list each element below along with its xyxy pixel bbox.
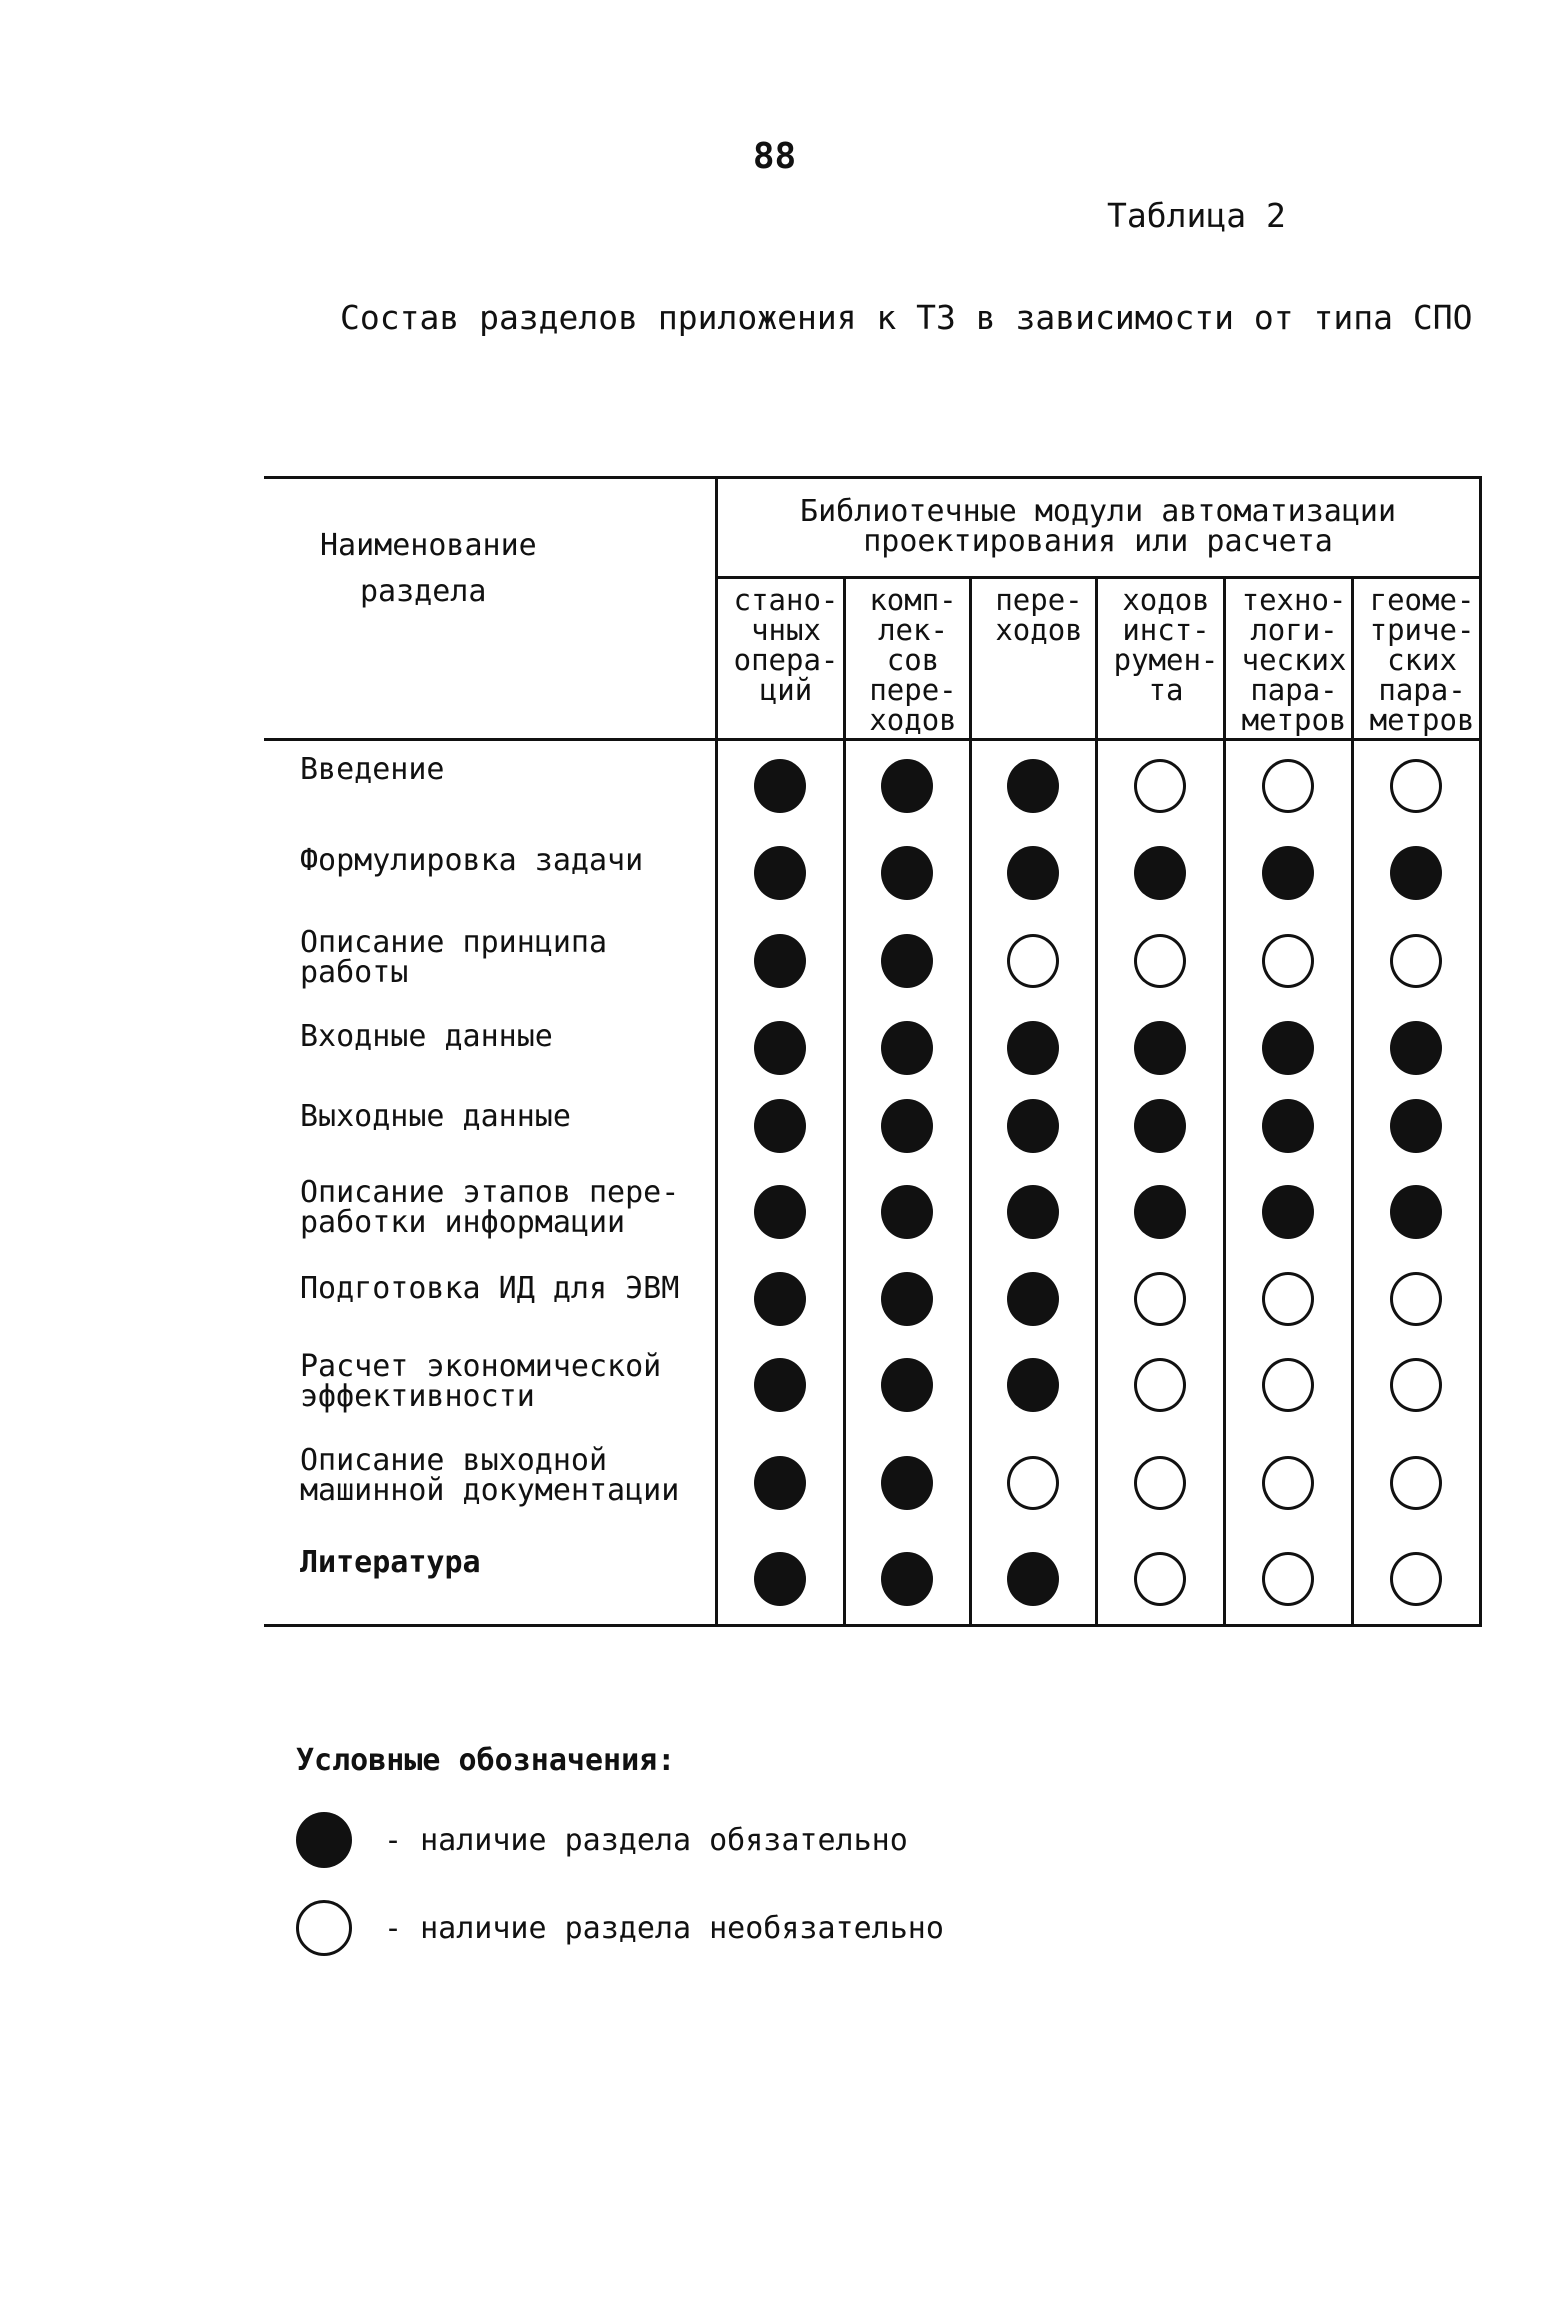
filled-circle-icon xyxy=(754,1021,806,1075)
filled-circle-icon xyxy=(1134,1099,1186,1153)
filled-circle-icon xyxy=(296,1812,352,1868)
mark-cell xyxy=(1096,1338,1224,1432)
table-label: Таблица 2 xyxy=(1107,196,1286,235)
mark-cell xyxy=(970,1432,1096,1534)
table-row xyxy=(264,1432,1480,1534)
header-name-line2: раздела xyxy=(360,573,487,609)
filled-circle-icon xyxy=(1007,846,1059,900)
empty-circle-icon xyxy=(1134,1456,1186,1510)
mark-cell xyxy=(1352,1534,1480,1626)
table-row xyxy=(264,740,1480,832)
filled-circle-icon xyxy=(754,934,806,988)
mark-cell xyxy=(1096,832,1224,914)
mark-cell xyxy=(1096,1260,1224,1338)
mark-cell xyxy=(844,1432,970,1534)
empty-circle-icon xyxy=(1390,1358,1442,1412)
mark-cell xyxy=(1352,832,1480,914)
mark-cell xyxy=(1096,1088,1224,1164)
legend-filled-text: - наличие раздела обязательно xyxy=(384,1822,908,1858)
mark-cell xyxy=(1096,1008,1224,1088)
filled-circle-icon xyxy=(881,934,933,988)
mark-cell xyxy=(844,1008,970,1088)
mark-cell xyxy=(1224,914,1352,1008)
mark-cell xyxy=(970,1260,1096,1338)
legend-title: Условные обозначения: xyxy=(296,1743,676,1778)
mark-cell xyxy=(716,914,844,1008)
filled-circle-icon xyxy=(881,1358,933,1412)
filled-circle-icon xyxy=(1390,1185,1442,1239)
filled-circle-icon xyxy=(1390,1021,1442,1075)
mark-cell xyxy=(1096,1432,1224,1534)
empty-circle-icon xyxy=(1134,1358,1186,1412)
mark-cell xyxy=(1352,1260,1480,1338)
header-col-1: стано- чных опера- ций xyxy=(716,578,844,740)
empty-circle-icon xyxy=(1134,1552,1186,1606)
mark-cell xyxy=(1224,1008,1352,1088)
mark-cell xyxy=(1096,1534,1224,1626)
filled-circle-icon xyxy=(1262,1021,1314,1075)
filled-circle-icon xyxy=(881,1021,933,1075)
header-group-text: Библиотечные модули автоматизации проектирования или расчета xyxy=(800,494,1397,559)
mark-cell xyxy=(716,1164,844,1260)
filled-circle-icon xyxy=(1007,1185,1059,1239)
mark-cell xyxy=(970,1088,1096,1164)
filled-circle-icon xyxy=(754,1358,806,1412)
filled-circle-icon xyxy=(881,759,933,813)
mark-cell xyxy=(1352,1164,1480,1260)
mark-cell xyxy=(1224,1338,1352,1432)
header-col-2: комп- лек- сов пере- ходов xyxy=(844,578,970,740)
mark-cell xyxy=(1224,740,1352,832)
filled-circle-icon xyxy=(1007,1552,1059,1606)
mark-cell xyxy=(1352,1088,1480,1164)
table-title: Состав разделов приложения к ТЗ в зависимости от типа СПО xyxy=(340,298,1473,337)
mark-cell xyxy=(1224,1260,1352,1338)
row-section-name: Расчет экономической эффективности xyxy=(264,1338,716,1432)
empty-circle-icon xyxy=(1007,1456,1059,1510)
mark-cell xyxy=(1224,1088,1352,1164)
mark-cell xyxy=(844,1088,970,1164)
row-section-name: Подготовка ИД для ЭВМ xyxy=(264,1260,716,1338)
filled-circle-icon xyxy=(881,1185,933,1239)
header-section-name xyxy=(264,478,716,740)
filled-circle-icon xyxy=(881,1552,933,1606)
mark-cell xyxy=(1352,914,1480,1008)
filled-circle-icon xyxy=(881,846,933,900)
table-row xyxy=(264,1260,1480,1338)
mark-cell xyxy=(716,1008,844,1088)
empty-circle-icon xyxy=(1262,1456,1314,1510)
filled-circle-icon xyxy=(1134,1185,1186,1239)
mark-cell xyxy=(1352,1008,1480,1088)
filled-circle-icon xyxy=(881,1456,933,1510)
header-col-5: техно- логи- ческих пара- метров xyxy=(1224,578,1352,740)
filled-circle-icon xyxy=(881,1099,933,1153)
mark-cell xyxy=(970,1164,1096,1260)
mark-cell xyxy=(970,1008,1096,1088)
mark-cell xyxy=(1352,740,1480,832)
filled-circle-icon xyxy=(754,759,806,813)
mark-cell xyxy=(716,832,844,914)
empty-circle-icon xyxy=(1262,934,1314,988)
filled-circle-icon xyxy=(754,846,806,900)
empty-circle-icon xyxy=(1390,1456,1442,1510)
mark-cell xyxy=(1096,914,1224,1008)
mark-cell xyxy=(970,832,1096,914)
page-number: 88 xyxy=(752,136,797,177)
empty-circle-icon xyxy=(1262,759,1314,813)
mark-cell xyxy=(716,1432,844,1534)
mark-cell xyxy=(844,1260,970,1338)
empty-circle-icon xyxy=(1390,934,1442,988)
mark-cell xyxy=(1096,1164,1224,1260)
table-row xyxy=(264,1088,1480,1164)
filled-circle-icon xyxy=(754,1552,806,1606)
mark-cell xyxy=(844,914,970,1008)
empty-circle-icon xyxy=(1390,1552,1442,1606)
legend-empty-row xyxy=(296,1900,944,1956)
table-row xyxy=(264,1164,1480,1260)
empty-circle-icon xyxy=(1134,759,1186,813)
header-col-4: ходов инст- румен- та xyxy=(1096,578,1224,740)
mark-cell xyxy=(970,1534,1096,1626)
empty-circle-icon xyxy=(1390,1272,1442,1326)
header-col-3: пере- ходов xyxy=(970,578,1096,740)
mark-cell xyxy=(716,1260,844,1338)
filled-circle-icon xyxy=(1007,759,1059,813)
table-row xyxy=(264,1338,1480,1432)
filled-circle-icon xyxy=(1262,1099,1314,1153)
row-section-name: Входные данные xyxy=(264,1008,716,1088)
mark-cell xyxy=(716,740,844,832)
filled-circle-icon xyxy=(1007,1272,1059,1326)
filled-circle-icon xyxy=(881,1272,933,1326)
row-section-name: Введение xyxy=(264,740,716,832)
filled-circle-icon xyxy=(754,1456,806,1510)
mark-cell xyxy=(1224,1534,1352,1626)
mark-cell xyxy=(844,832,970,914)
filled-circle-icon xyxy=(1007,1099,1059,1153)
mark-cell xyxy=(716,1338,844,1432)
empty-circle-icon xyxy=(1007,934,1059,988)
empty-circle-icon xyxy=(1390,759,1442,813)
mark-cell xyxy=(1224,1164,1352,1260)
table-row xyxy=(264,1534,1480,1626)
mark-cell xyxy=(1352,1338,1480,1432)
mark-cell xyxy=(844,1164,970,1260)
table-body xyxy=(264,740,1480,1626)
empty-circle-icon xyxy=(1134,934,1186,988)
mark-cell xyxy=(844,1338,970,1432)
header-group-title xyxy=(716,478,1480,578)
table-row xyxy=(264,1008,1480,1088)
mark-cell xyxy=(970,1338,1096,1432)
filled-circle-icon xyxy=(754,1272,806,1326)
sections-table xyxy=(264,476,1482,1627)
filled-circle-icon xyxy=(1390,1099,1442,1153)
filled-circle-icon xyxy=(1007,1021,1059,1075)
mark-cell xyxy=(844,1534,970,1626)
filled-circle-icon xyxy=(1007,1358,1059,1412)
filled-circle-icon xyxy=(754,1099,806,1153)
table-row xyxy=(264,832,1480,914)
filled-circle-icon xyxy=(754,1185,806,1239)
filled-circle-icon xyxy=(1262,1185,1314,1239)
mark-cell xyxy=(716,1088,844,1164)
empty-circle-icon xyxy=(1262,1358,1314,1412)
filled-circle-icon xyxy=(1262,846,1314,900)
header-col-6: геоме- триче- ских пара- метров xyxy=(1352,578,1480,740)
mark-cell xyxy=(844,740,970,832)
row-section-name: Описание выходной машинной документации xyxy=(264,1432,716,1534)
empty-circle-icon xyxy=(1262,1272,1314,1326)
row-section-name: Описание этапов пере- работки информации xyxy=(264,1164,716,1260)
header-name-line1: Наименование xyxy=(320,528,537,563)
mark-cell xyxy=(970,914,1096,1008)
mark-cell xyxy=(716,1534,844,1626)
mark-cell xyxy=(1224,1432,1352,1534)
row-section-name: Формулировка задачи xyxy=(264,832,716,914)
filled-circle-icon xyxy=(1134,846,1186,900)
empty-circle-icon xyxy=(1262,1552,1314,1606)
mark-cell xyxy=(1352,1432,1480,1534)
legend-empty-text: - наличие раздела необязательно xyxy=(384,1910,944,1946)
table-row xyxy=(264,914,1480,1008)
legend-filled-row xyxy=(296,1812,908,1868)
empty-circle-icon xyxy=(1134,1272,1186,1326)
row-section-name: Литература xyxy=(264,1534,716,1626)
row-section-name: Описание принципа работы xyxy=(264,914,716,1008)
filled-circle-icon xyxy=(1390,846,1442,900)
row-section-name: Выходные данные xyxy=(264,1088,716,1164)
mark-cell xyxy=(970,740,1096,832)
filled-circle-icon xyxy=(1134,1021,1186,1075)
mark-cell xyxy=(1096,740,1224,832)
mark-cell xyxy=(1224,832,1352,914)
empty-circle-icon xyxy=(296,1900,352,1956)
